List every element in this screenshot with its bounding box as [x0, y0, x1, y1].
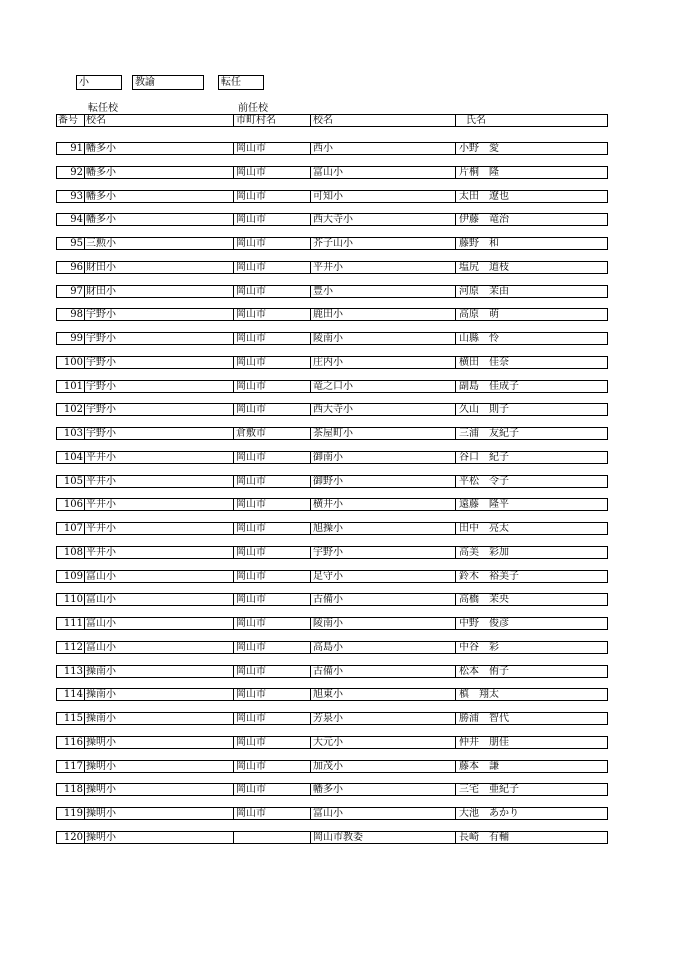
row-name: 遠藤 隆平 [456, 498, 608, 511]
row-name: 田中 亮太 [456, 522, 608, 535]
row-number: 106 [56, 498, 85, 511]
row-new-school: 宇野小 [85, 356, 234, 369]
table-header [56, 114, 608, 127]
row-name: 大池 あかり [456, 807, 608, 820]
table-row [56, 712, 608, 725]
row-municipality: 岡山市 [234, 498, 311, 511]
row-municipality: 岡山市 [234, 261, 311, 274]
row-name: 副島 佳成子 [456, 380, 608, 393]
row-name: 中谷 彩 [456, 641, 608, 654]
table-row [56, 356, 608, 369]
row-number: 120 [56, 831, 85, 844]
table-row [56, 617, 608, 630]
table-row [56, 783, 608, 796]
school-type-box: 小 [76, 75, 122, 90]
row-new-school: 富山小 [85, 593, 234, 606]
row-prev-school: 西大寺小 [311, 403, 456, 416]
row-prev-school: 旭東小 [311, 688, 456, 701]
row-name: 横田 佳奈 [456, 356, 608, 369]
row-municipality: 岡山市 [234, 760, 311, 773]
row-municipality: 岡山市 [234, 570, 311, 583]
row-number: 95 [56, 237, 85, 250]
row-new-school: 富山小 [85, 570, 234, 583]
row-prev-school: 芳泉小 [311, 712, 456, 725]
table-row [56, 308, 608, 321]
row-new-school: 三勲小 [85, 237, 234, 250]
row-new-school: 宇野小 [85, 308, 234, 321]
header-prev-school: 校名 [311, 114, 456, 127]
row-municipality: 岡山市 [234, 166, 311, 179]
row-number: 100 [56, 356, 85, 369]
row-new-school: 平井小 [85, 475, 234, 488]
row-number: 91 [56, 142, 85, 155]
row-new-school: 富山小 [85, 617, 234, 630]
row-new-school: 操明小 [85, 736, 234, 749]
table-row [56, 166, 608, 179]
row-name: 仲井 朋佳 [456, 736, 608, 749]
row-prev-school: 古備小 [311, 593, 456, 606]
row-prev-school: 富山小 [311, 807, 456, 820]
row-number: 117 [56, 760, 85, 773]
row-new-school: 平井小 [85, 451, 234, 464]
row-number: 96 [56, 261, 85, 274]
row-municipality: 岡山市 [234, 783, 311, 796]
row-municipality: 岡山市 [234, 736, 311, 749]
row-prev-school: 加茂小 [311, 760, 456, 773]
row-new-school: 宇野小 [85, 427, 234, 440]
row-new-school: 財田小 [85, 261, 234, 274]
header-municipality: 市町村名 [234, 114, 311, 127]
row-name: 中野 俊彦 [456, 617, 608, 630]
row-municipality: 岡山市 [234, 807, 311, 820]
table-row [56, 807, 608, 820]
row-number: 111 [56, 617, 85, 630]
row-municipality: 岡山市 [234, 356, 311, 369]
table-row [56, 213, 608, 226]
row-new-school: 操明小 [85, 831, 234, 844]
row-new-school: 平井小 [85, 546, 234, 559]
row-name: 高美 彩加 [456, 546, 608, 559]
row-prev-school: 横井小 [311, 498, 456, 511]
row-municipality: 岡山市 [234, 190, 311, 203]
row-number: 94 [56, 213, 85, 226]
row-name: 伊藤 竜治 [456, 213, 608, 226]
row-prev-school: 平井小 [311, 261, 456, 274]
table-row [56, 190, 608, 203]
table-row [56, 475, 608, 488]
table-row [56, 665, 608, 678]
table-row [56, 237, 608, 250]
row-number: 105 [56, 475, 85, 488]
row-municipality: 岡山市 [234, 451, 311, 464]
new-school-group-label: 転任校 [88, 103, 118, 114]
previous-school-group-label: 前任校 [238, 103, 268, 114]
row-new-school: 幡多小 [85, 142, 234, 155]
row-name: 長崎 有輔 [456, 831, 608, 844]
row-number: 92 [56, 166, 85, 179]
row-municipality: 岡山市 [234, 593, 311, 606]
row-prev-school: 庄内小 [311, 356, 456, 369]
row-new-school: 幡多小 [85, 190, 234, 203]
row-new-school: 操明小 [85, 783, 234, 796]
row-prev-school: 旭操小 [311, 522, 456, 535]
table-row [56, 261, 608, 274]
row-name: 小野 愛 [456, 142, 608, 155]
row-new-school: 平井小 [85, 522, 234, 535]
row-name: 河原 茉由 [456, 285, 608, 298]
row-number: 114 [56, 688, 85, 701]
row-prev-school: 陵南小 [311, 332, 456, 345]
row-number: 101 [56, 380, 85, 393]
row-new-school: 操南小 [85, 665, 234, 678]
row-prev-school: 西大寺小 [311, 213, 456, 226]
row-name: 鈴木 裕美子 [456, 570, 608, 583]
row-name: 谷口 紀子 [456, 451, 608, 464]
table-row [56, 688, 608, 701]
row-number: 93 [56, 190, 85, 203]
row-name: 太田 遼也 [456, 190, 608, 203]
row-name: 藤野 和 [456, 237, 608, 250]
row-name: 久山 則子 [456, 403, 608, 416]
row-municipality: 岡山市 [234, 688, 311, 701]
row-number: 119 [56, 807, 85, 820]
table-row [56, 285, 608, 298]
table-row [56, 451, 608, 464]
row-new-school: 操南小 [85, 712, 234, 725]
table-row [56, 427, 608, 440]
row-municipality: 岡山市 [234, 213, 311, 226]
header-school: 校名 [85, 114, 234, 127]
row-prev-school: 可知小 [311, 190, 456, 203]
row-name: 三宅 亜紀子 [456, 783, 608, 796]
row-municipality: 岡山市 [234, 475, 311, 488]
row-prev-school: 宇野小 [311, 546, 456, 559]
row-prev-school: 御野小 [311, 475, 456, 488]
row-municipality: 岡山市 [234, 522, 311, 535]
row-new-school: 幡多小 [85, 166, 234, 179]
row-prev-school: 幡多小 [311, 783, 456, 796]
row-number: 115 [56, 712, 85, 725]
row-name: 藤本 謙 [456, 760, 608, 773]
row-prev-school: 竜之口小 [311, 380, 456, 393]
row-prev-school: 陵南小 [311, 617, 456, 630]
row-number: 113 [56, 665, 85, 678]
row-prev-school: 西小 [311, 142, 456, 155]
table-row [56, 142, 608, 155]
row-name: 松本 侑子 [456, 665, 608, 678]
row-number: 107 [56, 522, 85, 535]
row-new-school: 富山小 [85, 641, 234, 654]
row-number: 109 [56, 570, 85, 583]
row-number: 104 [56, 451, 85, 464]
row-prev-school: 高島小 [311, 641, 456, 654]
row-name: 山縣 怜 [456, 332, 608, 345]
row-prev-school: 古備小 [311, 665, 456, 678]
row-new-school: 財田小 [85, 285, 234, 298]
table-row [56, 760, 608, 773]
table-row [56, 380, 608, 393]
row-municipality: 岡山市 [234, 665, 311, 678]
row-prev-school: 芥子山小 [311, 237, 456, 250]
row-municipality: 岡山市 [234, 617, 311, 630]
transfer-table-body [56, 142, 608, 855]
row-prev-school: 大元小 [311, 736, 456, 749]
row-number: 108 [56, 546, 85, 559]
row-number: 110 [56, 593, 85, 606]
row-prev-school: 富山小 [311, 166, 456, 179]
row-new-school: 幡多小 [85, 213, 234, 226]
row-prev-school: 足守小 [311, 570, 456, 583]
row-number: 99 [56, 332, 85, 345]
table-row [56, 546, 608, 559]
row-municipality: 岡山市 [234, 285, 311, 298]
row-name: 三浦 友紀子 [456, 427, 608, 440]
header-name: 氏名 [456, 114, 608, 127]
table-row [56, 831, 608, 844]
position-box: 教諭 [132, 75, 204, 90]
table-row [56, 522, 608, 535]
row-number: 98 [56, 308, 85, 321]
row-municipality: 岡山市 [234, 712, 311, 725]
row-prev-school: 鹿田小 [311, 308, 456, 321]
table-row [56, 403, 608, 416]
row-name: 槙 翔太 [456, 688, 608, 701]
row-new-school: 操明小 [85, 760, 234, 773]
row-municipality: 岡山市 [234, 332, 311, 345]
row-prev-school: 岡山市教委 [311, 831, 456, 844]
row-municipality: 岡山市 [234, 142, 311, 155]
table-row [56, 736, 608, 749]
row-municipality: 岡山市 [234, 237, 311, 250]
row-name: 平松 令子 [456, 475, 608, 488]
row-number: 116 [56, 736, 85, 749]
row-number: 118 [56, 783, 85, 796]
row-municipality: 岡山市 [234, 546, 311, 559]
row-name: 高原 萌 [456, 308, 608, 321]
row-new-school: 宇野小 [85, 380, 234, 393]
row-name: 塩尻 道枝 [456, 261, 608, 274]
row-municipality: 岡山市 [234, 308, 311, 321]
row-new-school: 宇野小 [85, 403, 234, 416]
row-new-school: 平井小 [85, 498, 234, 511]
table-row [56, 570, 608, 583]
row-number: 102 [56, 403, 85, 416]
row-number: 112 [56, 641, 85, 654]
row-municipality: 岡山市 [234, 641, 311, 654]
table-row [56, 332, 608, 345]
row-number: 97 [56, 285, 85, 298]
table-row [56, 641, 608, 654]
row-new-school: 操南小 [85, 688, 234, 701]
table-row [56, 593, 608, 606]
row-prev-school: 茶屋町小 [311, 427, 456, 440]
row-new-school: 宇野小 [85, 332, 234, 345]
row-municipality [234, 831, 311, 844]
row-number: 103 [56, 427, 85, 440]
row-municipality: 岡山市 [234, 380, 311, 393]
row-municipality: 倉敷市 [234, 427, 311, 440]
category-box: 転任 [218, 75, 264, 90]
row-name: 片桐 隆 [456, 166, 608, 179]
header-number: 番号 [56, 114, 85, 127]
row-name: 高橋 茉央 [456, 593, 608, 606]
row-prev-school: 御南小 [311, 451, 456, 464]
row-prev-school: 豊小 [311, 285, 456, 298]
row-name: 勝浦 智代 [456, 712, 608, 725]
row-municipality: 岡山市 [234, 403, 311, 416]
row-new-school: 操明小 [85, 807, 234, 820]
table-row [56, 498, 608, 511]
